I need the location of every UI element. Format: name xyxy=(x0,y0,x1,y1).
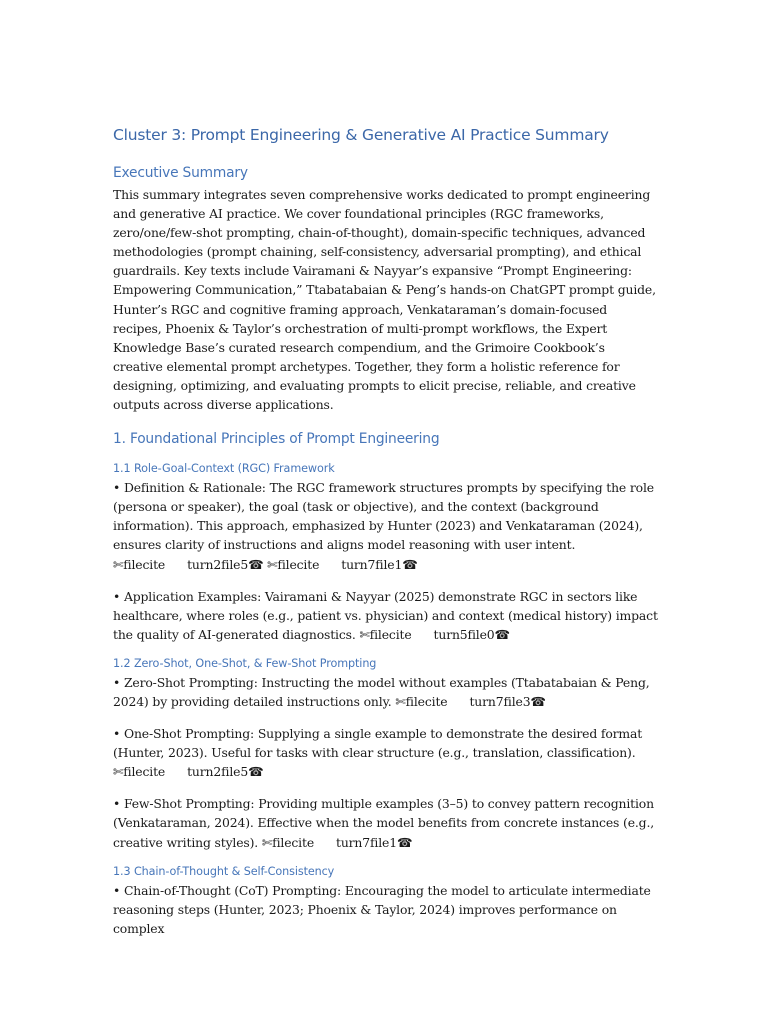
document-title: Cluster 3: Prompt Engineering & Generative AI Practice Summary xyxy=(113,126,609,144)
paragraph-text: • Application Examples: Vairamani & Nayyar (2025) demonstrate RGC in sectors like healthcare, where roles (e.g., patient vs. physician) and context (medical history) impact the quality of AI-generated diagnostics. xyxy=(113,588,658,642)
zero-shot-paragraph xyxy=(113,673,658,711)
chain-of-thought-paragraph: • Chain-of-Thought (CoT) Prompting: Encouraging the model to articulate intermediate reasoning steps (Hunter, 2023; Phoenix & Taylor, 2024) improves performance on complex xyxy=(113,882,651,936)
citation-ref: turn2file5☎ xyxy=(187,764,264,780)
citation-ref: turn5file0☎ xyxy=(433,626,510,642)
citation-marker: ✄filecite xyxy=(261,834,314,850)
few-shot-paragraph xyxy=(113,794,658,851)
citation-marker: ✄filecite xyxy=(113,556,166,572)
citation-group xyxy=(395,694,545,709)
executive-summary-text: This summary integrates seven comprehensive works dedicated to prompt engineering and generative AI practice. We cover foundational principles (RGC frameworks, zero/one/few-shot prompting, chain-of-thought), domain-specific techniques, advanced methodologies (prompt chaining, self-consistency, adversarial prompting), and ethical guardrails. Key texts include Vairamani & Nayyar’s expansive “Prompt Engineering: Empowering Communication,” Ttabatabaian & Peng’s hands-on ChatGPT prompt guide, Hunter’s RGC and cognitive framing approach, Venkataraman’s domain-focused recipes, Phoenix & Taylor’s orchestration of multi-prompt workflows, the Expert Knowledge Base’s curated research compendium, and the Grimoire Cookbook’s creative elemental prompt archetypes. Together, they form a holistic reference for designing, optimizing, and evaluating prompts to elicit precise, reliable, and creative outputs across diverse applications. xyxy=(113,187,656,413)
citation-ref: turn2file5☎ xyxy=(187,556,264,572)
citation-marker: ✄filecite xyxy=(113,764,166,780)
paragraph-text: • One-Shot Prompting: Supplying a single example to demonstrate the desired format (Hunter, 2023). Useful for tasks with clear structure (e.g., translation, classification). xyxy=(113,726,643,761)
section-1-1-heading: 1.1 Role-Goal-Context (RGC) Framework xyxy=(113,462,335,476)
citation-marker: ✄filecite xyxy=(395,693,448,709)
one-shot-paragraph xyxy=(113,724,658,781)
executive-summary-heading: Executive Summary xyxy=(113,165,248,181)
citation-ref: turn7file1☎ xyxy=(336,834,413,850)
citation-marker: ✄filecite xyxy=(267,556,320,572)
paragraph-text: • Definition & Rationale: The RGC framework structures prompts by specifying the role (persona or speaker), the goal (task or objective), and the context (background information). This approach, emphasized by Hunter (2023) and Venkataraman (2024), ensures clarity of instructions and aligns model reasoning with user intent. xyxy=(113,480,654,553)
rgc-application-paragraph xyxy=(113,587,658,644)
citation-ref: turn7file1☎ xyxy=(341,556,418,572)
citation-group xyxy=(113,557,418,572)
citation-group xyxy=(359,627,509,642)
citation-group xyxy=(262,835,412,850)
citation-marker: ✄filecite xyxy=(359,626,412,642)
citation-group xyxy=(113,764,263,779)
rgc-definition-paragraph xyxy=(113,478,658,573)
citation-ref: turn7file3☎ xyxy=(469,693,546,709)
document-body xyxy=(113,124,658,938)
section-1-3-heading: 1.3 Chain-of-Thought & Self-Consistency xyxy=(113,864,335,878)
section-1-heading: 1. Foundational Principles of Prompt Engineering xyxy=(113,431,440,448)
paragraph-text: • Few-Shot Prompting: Providing multiple examples (3–5) to convey pattern recognition (Venkataraman, 2024). Effective when the model benefits from concrete instances (e.g., creative writing styles). xyxy=(113,796,655,850)
paragraph-text: • Zero-Shot Prompting: Instructing the model without examples (Ttabatabaian & Peng, 2024) by providing detailed instructions only. xyxy=(113,674,650,709)
section-1-2-heading: 1.2 Zero-Shot, One-Shot, & Few-Shot Prompting xyxy=(113,656,377,670)
